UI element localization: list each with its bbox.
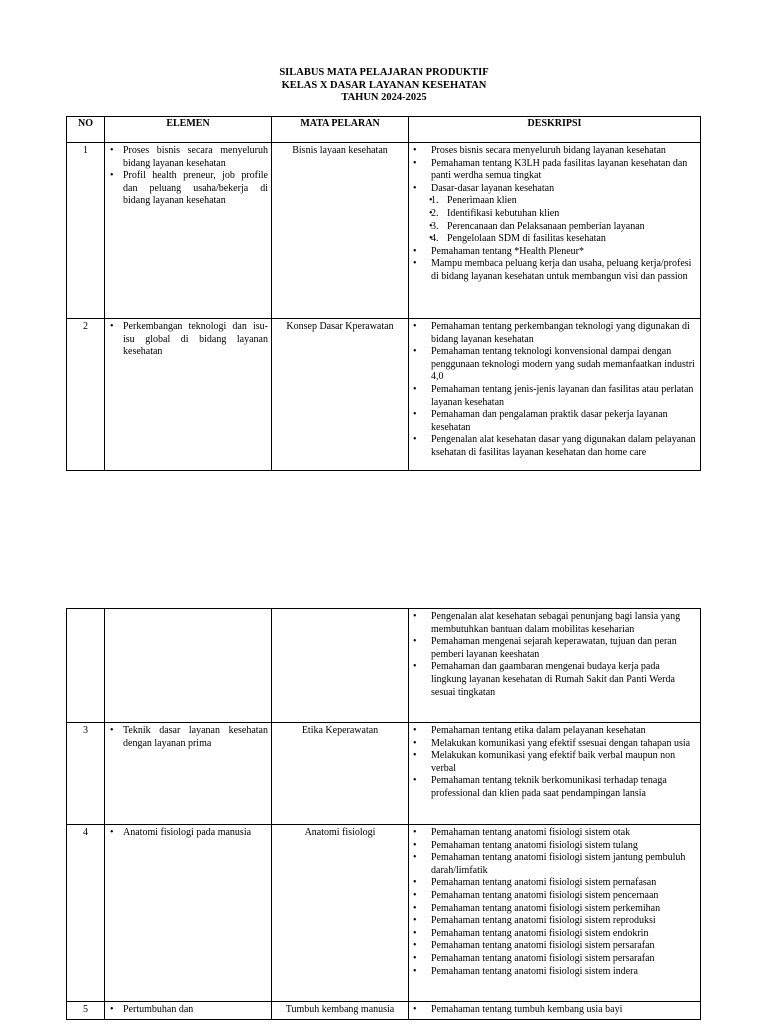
deskripsi-cell <box>409 143 701 319</box>
syllabus-table-page-1 <box>66 116 701 471</box>
deskripsi-item: • Pemahaman tentang teknologi konvensional dampai dengan penggunaan teknologi modern yang sudah memanfaatkan industri 4,0 <box>431 346 697 384</box>
deskripsi-item: • Proses bisnis secara menyeluruh bidang layanan kesehatan <box>431 145 697 158</box>
sublist-item <box>431 233 697 246</box>
title-line-3: TAHUN 2024-2025 <box>341 92 427 103</box>
sublist-number: • 4. <box>431 233 439 245</box>
deskripsi-item: • Pemahaman mengenai sejarah keperawatan, tujuan dan peran pemberi layanan keeshatan <box>431 636 697 661</box>
deskripsi-item: • Pemahaman tentang perkembangan teknologi yang digunakan di bidang layanan kesehatan <box>431 321 697 346</box>
mata-pelajaran-cell: Konsep Dasar Kperawatan <box>272 319 409 471</box>
sublist-text: Penerimaan klien <box>447 195 517 207</box>
elemen-item: • Anatomi fisiologi pada manusia <box>123 827 268 840</box>
column-header-deskripsi: DESKRIPSI <box>409 117 701 143</box>
syllabus-table-page-2 <box>66 608 701 1020</box>
deskripsi-item: • Pemahaman tentang anatomi fisiologi sistem pencernaan <box>431 890 697 903</box>
column-header-no: NO <box>67 117 105 143</box>
deskripsi-cell <box>409 319 701 471</box>
sublist-text: Perencanaan dan Pelaksanaan pemberian layanan <box>447 220 645 232</box>
deskripsi-item: • Pemahaman tentang anatomi fisiologi sistem endokrin <box>431 928 697 941</box>
elemen-cell <box>105 143 272 319</box>
deskripsi-item: • Pemahaman tentang etika dalam pelayanan kesehatan <box>431 725 697 738</box>
numbered-sublist <box>431 195 697 245</box>
row-number <box>67 609 105 723</box>
row-number: 5 <box>67 1002 105 1020</box>
sublist-item <box>431 195 697 208</box>
deskripsi-item <box>431 183 697 246</box>
sublist-item <box>431 220 697 234</box>
deskripsi-item: • Pengenalan alat kesehatan sebagai penunjang bagi lansia yang membutuhkan bantuan dalam mobilitas keseharian <box>431 611 697 636</box>
deskripsi-item: • Pemahaman tentang anatomi fisiologi sistem perkemihan <box>431 903 697 916</box>
elemen-item: • Pertumbuhan dan <box>123 1004 268 1017</box>
row-number: 3 <box>67 723 105 825</box>
deskripsi-item: • Pemahaman tentang tumbuh kembang usia bayi <box>431 1004 697 1017</box>
row-number: 4 <box>67 825 105 1002</box>
elemen-cell <box>105 723 272 825</box>
sublist-item <box>431 207 697 221</box>
deskripsi-item: • Pemahaman tentang anatomi fisiologi sistem tulang <box>431 840 697 853</box>
deskripsi-item: • Pengenalan alat kesehatan dasar yang digunakan dalam pelayanan ksehatan di fasilitas layanan kesehatan dan home care <box>431 434 697 459</box>
elemen-item: • Proses bisnis secara menyeluruh bidang layanan kesehatan <box>123 145 268 170</box>
elemen-cell <box>105 319 272 471</box>
deskripsi-item: • Pemahaman tentang teknik berkomunikasi terhadap tenaga professional dan klien pada saat pendampingan lansia <box>431 775 697 800</box>
mata-pelajaran-cell <box>272 609 409 723</box>
row-number: 2 <box>67 319 105 471</box>
deskripsi-item: • Pemahaman tentang K3LH pada fasilitas layanan kesehatan dan panti werdha semua tingkat <box>431 158 697 183</box>
deskripsi-item: • Pemahaman tentang anatomi fisiologi sistem reproduksi <box>431 915 697 928</box>
elemen-cell <box>105 1002 272 1020</box>
mata-pelajaran-cell: Anatomi fisiologi <box>272 825 409 1002</box>
mata-pelajaran-cell: Tumbuh kembang manusia <box>272 1002 409 1020</box>
deskripsi-item: • Pemahaman tentang anatomi fisiologi sistem persarafan <box>431 940 697 953</box>
deskripsi-item-text: Dasar-dasar layanan kesehatan <box>431 182 555 194</box>
elemen-cell <box>105 825 272 1002</box>
deskripsi-cell <box>409 825 701 1002</box>
title-line-2: KELAS X DASAR LAYANAN KESEHATAN <box>281 79 487 91</box>
deskripsi-item: • Mampu membaca peluang kerja dan usaha, peluang kerja/profesi di bidang layanan kesehatan untuk membangun visi dan passion <box>431 258 697 283</box>
deskripsi-item: • Pemahaman tentang anatomi fisiologi sistem indera <box>431 966 697 979</box>
document-title-block <box>0 67 768 105</box>
deskripsi-item: • Pemahaman tentang *Health Pleneur* <box>431 246 697 259</box>
deskripsi-item: • Melakukan komunikasi yang efektif baik verbal maupun non verbal <box>431 750 697 775</box>
table-header-row <box>67 117 701 143</box>
deskripsi-item: • Pemahaman tentang anatomi fisiologi sistem jantung pembuluh darah/limfatik <box>431 852 697 877</box>
deskripsi-item: • Melakukan komunikasi yang efektif ssesuai dengan tahapan usia <box>431 738 697 751</box>
deskripsi-cell <box>409 609 701 723</box>
title-line-1: SILABUS MATA PELAJARAN PRODUKTIF <box>279 67 489 78</box>
deskripsi-item: • Pemahaman tentang jenis-jenis layanan dan fasilitas atau perlatan layanan kesehatan <box>431 384 697 409</box>
elemen-item: • Profil health preneur, job profile dan peluang usaha/bekerja di bidang layanan kesehatan <box>123 170 268 208</box>
table-row <box>67 825 701 1002</box>
deskripsi-cell <box>409 723 701 825</box>
table-row <box>67 1002 701 1020</box>
row-number: 1 <box>67 143 105 319</box>
sublist-text: Identifikasi kebutuhan klien <box>447 207 560 219</box>
deskripsi-item: • Pemahaman tentang anatomi fisiologi sistem persarafan <box>431 953 697 966</box>
deskripsi-item: • Pemahaman dan pengalaman praktik dasar pekerja layanan kesehatan <box>431 409 697 434</box>
table-row-continuation <box>67 609 701 723</box>
deskripsi-item: • Pemahaman dan gaambaran mengenai budaya kerja pada lingkung layanan kesehatan di Rumah Sakit dan Panti Werda sesuai tingkatan <box>431 661 697 699</box>
elemen-item: • Perkembangan teknologi dan isu-isu global di bidang layanan kesehatan <box>123 321 268 359</box>
sublist-number: • 3. <box>431 220 439 232</box>
elemen-cell <box>105 609 272 723</box>
deskripsi-item: • Pemahaman tentang anatomi fisiologi sistem otak <box>431 827 697 840</box>
sublist-number: • 1. <box>431 195 439 207</box>
elemen-item: • Teknik dasar layanan kesehatan dengan layanan prima <box>123 725 268 750</box>
table-row <box>67 723 701 825</box>
mata-pelajaran-cell: Etika Keperawatan <box>272 723 409 825</box>
column-header-elemen: ELEMEN <box>105 117 272 143</box>
table-row <box>67 143 701 319</box>
sublist-number: • 2. <box>431 207 439 219</box>
table-row <box>67 319 701 471</box>
mata-pelajaran-cell: Bisnis layaan kesehatan <box>272 143 409 319</box>
sublist-text: Pengelolaan SDM di fasilitas kesehatan <box>447 233 606 245</box>
deskripsi-item: • Pemahaman tentang anatomi fisiologi sistem pernafasan <box>431 877 697 890</box>
deskripsi-cell <box>409 1002 701 1020</box>
column-header-mata-pelajaran: MATA PELARAN <box>272 117 409 143</box>
